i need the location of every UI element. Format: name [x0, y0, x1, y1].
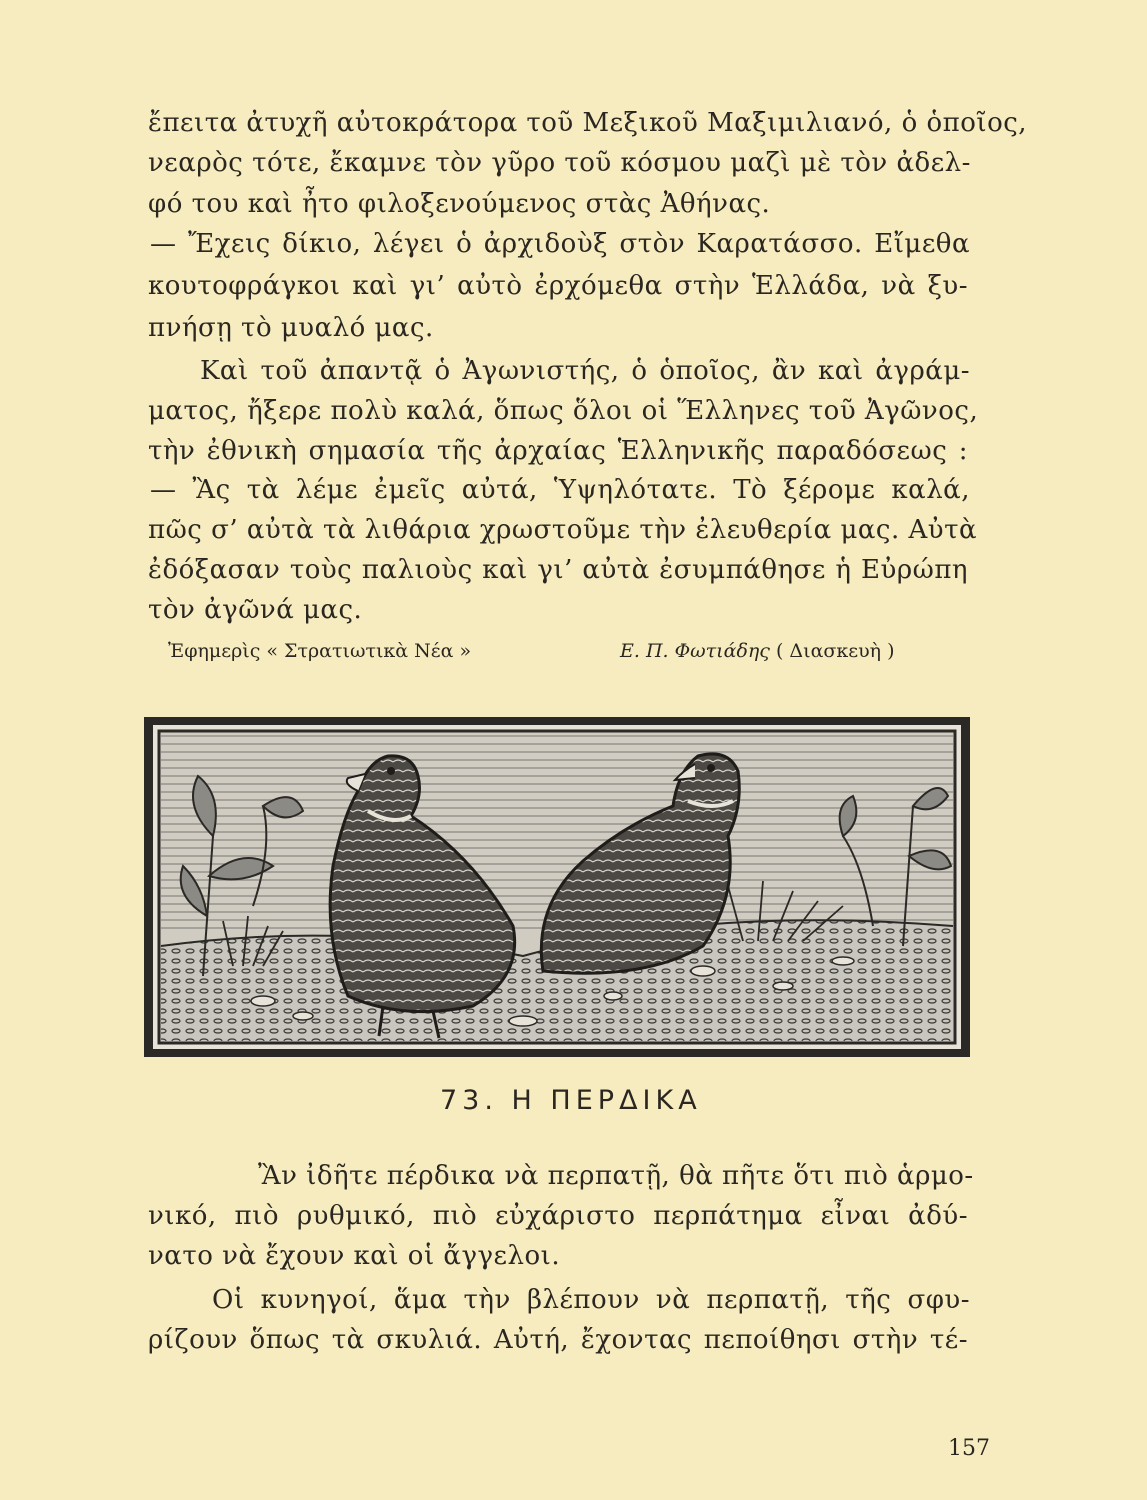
dialogue-line: — Ἂς τὰ λέμε ἐμεῖς αὐτά, Ὑψηλότατε. Τὸ ξέρομε καλά,: [150, 475, 970, 505]
text-line: τὴν ἐθνικὴ σημασία τῆς ἀρχαίας Ἑλληνικῆς παραδόσεως :: [148, 436, 968, 466]
text-line: τὸν ἀγῶνά μας.: [148, 595, 363, 625]
author-name: Ε. Π. Φωτιάδης: [620, 640, 770, 662]
text-line: πνήσῃ τὸ μυαλό μας.: [148, 313, 434, 343]
text-line: φό του καὶ ἦτο φιλοξενούμενος στὰς Ἀθήνας.: [148, 189, 771, 219]
adaptation-note: ( Διασκευὴ ): [775, 640, 895, 662]
text-line: νατο νὰ ἔχουν καὶ οἱ ἄγγελοι.: [148, 1241, 561, 1271]
text-line: ματος, ἤξερε πολὺ καλά, ὅπως ὅλοι οἱ Ἕλληνες τοῦ Ἀγῶνος,: [148, 396, 979, 426]
text-line: νεαρὸς τότε, ἔκαμνε τὸν γῦρο τοῦ κόσμου μαζὶ μὲ τὸν ἀδελ-: [148, 148, 971, 178]
text-line: ρίζουν ὅπως τὰ σκυλιά. Αὐτή, ἔχοντας πεποίθησι στὴν τέ-: [148, 1325, 968, 1355]
chapter-title: Η ΠΕΡΔΙΚΑ: [511, 1085, 702, 1116]
source-publication: Ἐφημερὶς « Στρατιωτικὰ Νέα »: [168, 640, 472, 662]
dialogue-line: — Ἔχεις δίκιο, λέγει ὁ ἀρχιδοὺξ στὸν Καρατάσσο. Εἴμεθα: [150, 229, 970, 259]
text-line: νικό, πιὸ ρυθμικό, πιὸ εὐχάριστο περπάτημα εἶναι ἀδύ-: [148, 1201, 968, 1231]
paragraph-start-line: Ἂν ἰδῆτε πέρδικα νὰ περπατῇ, θὰ πῆτε ὅτι πιὸ ἁρμο-: [258, 1161, 974, 1191]
chapter-number: 73.: [440, 1085, 498, 1116]
partridges-engraving: [143, 716, 971, 1058]
text-line: ἔπειτα ἀτυχῆ αὐτοκράτορα τοῦ Μεξικοῦ Μαξιμιλιανό, ὁ ὁποῖος,: [148, 108, 1028, 138]
source-attribution: [620, 640, 895, 662]
page-number: 157: [948, 1436, 990, 1461]
text-line: πῶς σ’ αὐτὰ τὰ λιθάρια χρωστοῦμε τὴν ἐλευθερία μας. Αὐτὰ: [148, 515, 978, 545]
paragraph-start-line: Καὶ τοῦ ἀπαντᾷ ὁ Ἀγωνιστής, ὁ ὁποῖος, ἂν καὶ ἀγράμ-: [200, 356, 970, 386]
paragraph-start-line: Οἱ κυνηγοί, ἅμα τὴν βλέπουν νὰ περπατῇ, τῆς σφυ-: [212, 1285, 970, 1315]
chapter-heading: [440, 1085, 702, 1116]
text-line: κουτοφράγκοι καὶ γι’ αὐτὸ ἐρχόμεθα στὴν Ἑλλάδα, νὰ ξυ-: [148, 271, 968, 301]
text-line: ἐδόξασαν τοὺς παλιοὺς καὶ γι’ αὐτὰ ἐσυμπάθησε ἡ Εὐρώπη: [148, 555, 968, 585]
